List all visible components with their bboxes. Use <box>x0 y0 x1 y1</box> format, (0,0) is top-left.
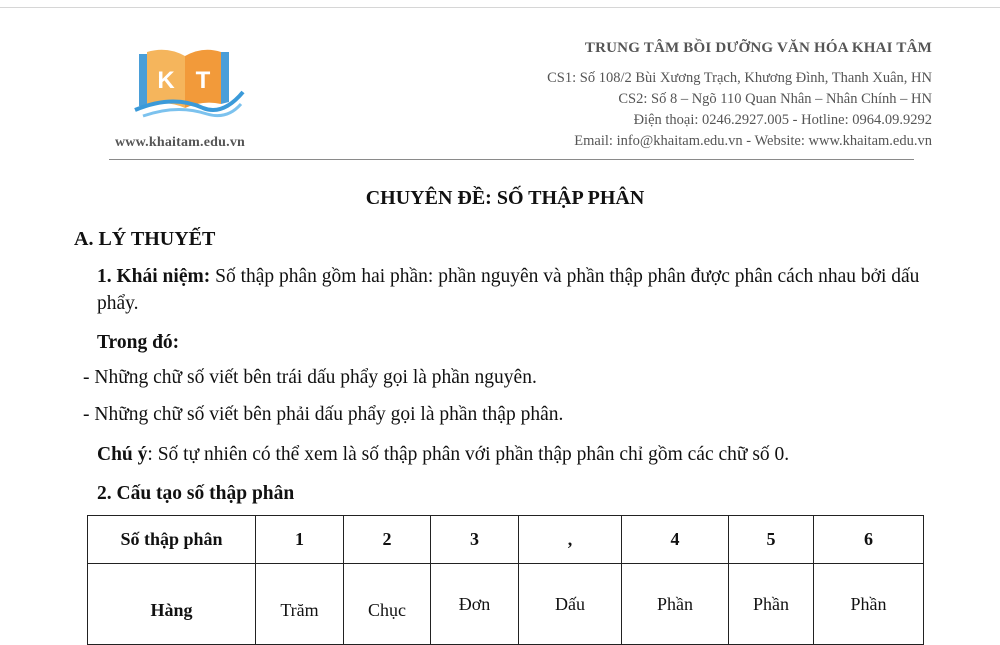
table-cell: 3 <box>431 516 519 564</box>
email-line: Email: info@khaitam.edu.vn - Website: www.khaitam.edu.vn <box>574 133 932 149</box>
cell-text: Dấu <box>555 594 585 614</box>
address-cs2: CS2: Số 8 – Ngõ 110 Quan Nhân – Nhân Chính – HN <box>618 91 932 107</box>
logo-letter-k: K <box>157 67 175 94</box>
cell-text: Chục <box>368 600 406 620</box>
decimal-structure-table <box>87 515 924 645</box>
table-cell <box>431 564 519 645</box>
header-divider <box>109 159 914 160</box>
concept-label: 1. Khái niệm: <box>97 266 211 287</box>
phone-line: Điện thoại: 0246.2927.005 - Hotline: 0964.09.9292 <box>633 112 932 128</box>
table-row <box>88 516 924 564</box>
top-border <box>0 7 1000 8</box>
note-text: : Số tự nhiên có thể xem là số thập phân với phần thập phân chỉ gồm các chữ số 0. <box>147 444 790 465</box>
cell-text: Phần <box>657 594 693 614</box>
where-label: Trong đó: <box>97 332 180 353</box>
note-label: Chú ý <box>97 444 148 465</box>
table-cell <box>88 564 256 645</box>
note-paragraph <box>97 441 789 468</box>
bullet-decimal-part: - Những chữ số viết bên phải dấu phẩy gọi là phần thập phân. <box>83 404 564 425</box>
address-cs1: CS1: Số 108/2 Bùi Xương Trạch, Khương Đình, Thanh Xuân, HN <box>547 70 932 86</box>
logo-letter-t: T <box>195 67 211 94</box>
section-heading-theory: A. LÝ THUYẾT <box>74 228 216 250</box>
center-name: TRUNG TÂM BỒI DƯỠNG VĂN HÓA KHAI TÂM <box>584 40 932 56</box>
structure-heading: 2. Cấu tạo số thập phân <box>97 483 295 504</box>
website-label: www.khaitam.edu.vn <box>115 135 246 150</box>
table-cell: , <box>519 516 622 564</box>
table-cell <box>622 564 729 645</box>
table-cell: 4 <box>622 516 729 564</box>
table-cell <box>256 564 344 645</box>
row-label-hang: Hàng <box>150 600 193 620</box>
cell-text: Phần <box>753 594 789 614</box>
table-cell: 1 <box>256 516 344 564</box>
table-cell <box>729 564 814 645</box>
cell-text: Trăm <box>280 600 319 620</box>
table-cell: 5 <box>729 516 814 564</box>
cell-text: Đơn <box>458 594 491 614</box>
cell-text: Phần <box>850 594 887 614</box>
concept-paragraph <box>97 263 937 317</box>
concept-text: Số thập phân gồm hai phần: phần nguyên và phần thập phân được phân cách nhau bởi dấu phẩy. <box>97 266 920 314</box>
table-cell: 2 <box>344 516 431 564</box>
document-title: CHUYÊN ĐỀ: SỐ THẬP PHÂN <box>365 187 645 209</box>
khai-tam-logo-icon <box>133 46 245 120</box>
table-cell: 6 <box>814 516 924 564</box>
table-cell <box>344 564 431 645</box>
table-cell: Số thập phân <box>88 516 256 564</box>
bullet-integer-part: - Những chữ số viết bên trái dấu phẩy gọi là phần nguyên. <box>83 367 537 388</box>
table-cell <box>519 564 622 645</box>
table-cell <box>814 564 924 645</box>
table-row <box>88 564 924 645</box>
header-info <box>547 38 932 152</box>
